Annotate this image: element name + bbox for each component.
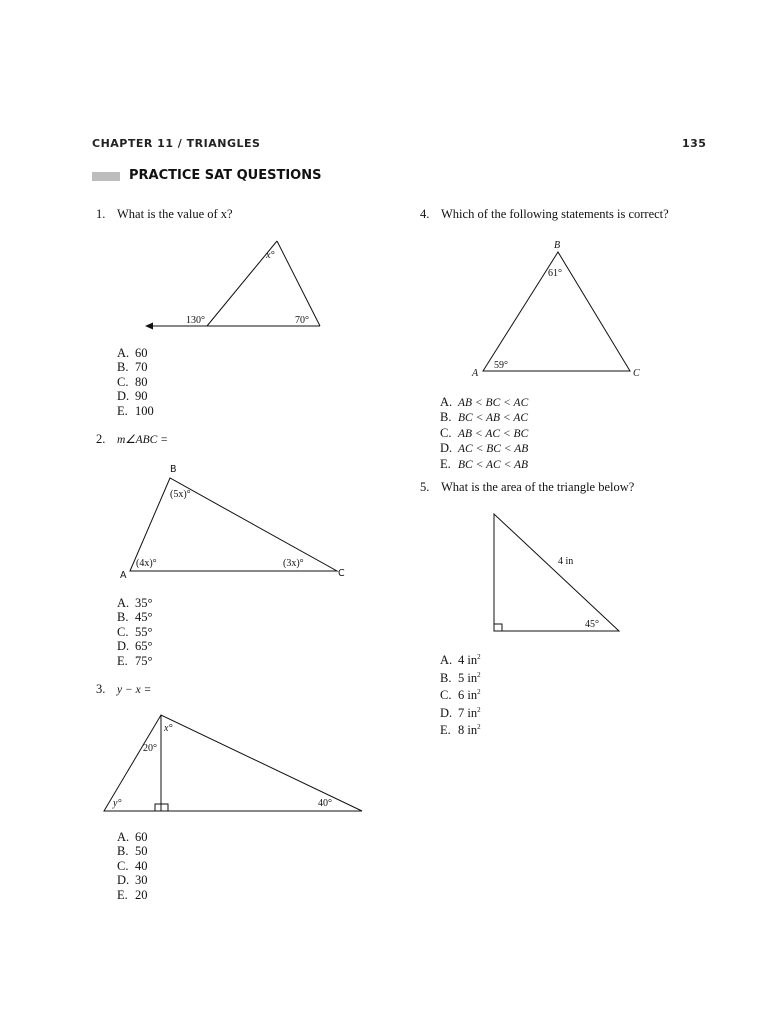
hypotenuse-label: 4 in [558, 556, 574, 567]
angle-label-5x: (5x)° [170, 489, 191, 500]
question-5-options [440, 650, 481, 738]
answer-option[interactable]: E. 8 $in^2$ [440, 723, 481, 738]
question-number: 1. [96, 207, 106, 221]
vertex-label-c: C [338, 568, 345, 579]
answer-option[interactable]: D. AC < BC < AB [440, 441, 529, 456]
section-title: PRACTICE SAT QUESTIONS [129, 168, 322, 183]
answer-option[interactable]: B. 45° [117, 610, 153, 625]
page-number: 135 [682, 137, 707, 150]
answer-option[interactable]: C. 80 [117, 374, 148, 389]
answer-option[interactable]: A. 4 $in^2$ [440, 653, 481, 668]
question-number: 2. [96, 432, 106, 446]
answer-option[interactable]: C. 40 [117, 858, 148, 873]
angle-label-x: x° [164, 723, 173, 734]
answer-option[interactable]: D. 65° [117, 639, 153, 654]
question-number: 3. [96, 682, 106, 696]
question-prompt: What is the value of x? [117, 207, 233, 221]
angle-label-y: y° [113, 798, 122, 809]
angle-label-45: 45° [585, 619, 599, 630]
angle-label-70: 70° [295, 315, 309, 326]
question-number: 5. [420, 480, 430, 494]
angle-label-61: 61° [548, 268, 562, 279]
answer-option[interactable]: A. 60 [117, 346, 148, 360]
vertex-label-b: B [170, 464, 177, 475]
answer-option[interactable]: A. 60 [117, 830, 148, 844]
answer-option[interactable]: B. 5 $in^2$ [440, 670, 481, 685]
angle-label-40: 40° [318, 798, 332, 809]
angle-label-4x: (4x)° [136, 558, 157, 569]
vertex-label-b: B [554, 240, 561, 251]
question-number: 4. [420, 207, 430, 221]
answer-option[interactable]: D. 7 $in^2$ [440, 705, 481, 720]
answer-option[interactable]: B. 70 [117, 360, 148, 375]
question-prompt: What is the area of the triangle below? [441, 480, 635, 494]
angle-label-20: 20° [143, 743, 157, 754]
angle-label-x: x° [266, 250, 275, 261]
question-prompt: Which of the following statements is correct? [441, 207, 669, 221]
answer-option[interactable]: E. BC < AC < AB [440, 456, 529, 471]
angle-label-59: 59° [494, 360, 508, 371]
vertex-label-a: A [120, 570, 127, 581]
answer-option[interactable]: E. 100 [117, 403, 154, 418]
question-prompt: m∠ABC = [117, 434, 168, 446]
answer-option[interactable]: B. BC < AB < AC [440, 410, 529, 425]
answer-option[interactable]: A. AB < BC < AC [440, 395, 529, 409]
vertex-label-c: C [633, 368, 640, 379]
vertex-label-a: A [472, 368, 479, 379]
answer-option[interactable]: D. 30 [117, 873, 148, 888]
question-prompt: y − x = [117, 684, 152, 696]
answer-option[interactable]: C. AB < AC < BC [440, 425, 529, 440]
right-angle-marker [494, 624, 502, 631]
angle-label-130: 130° [186, 315, 205, 326]
chapter-heading: CHAPTER 11 / TRIANGLES [92, 137, 261, 150]
answer-option[interactable]: C. 6 $in^2$ [440, 688, 481, 703]
answer-option[interactable]: E. 20 [117, 887, 148, 902]
answer-option[interactable]: D. 90 [117, 389, 148, 404]
angle-label-3x: (3x)° [283, 558, 304, 569]
answer-option[interactable]: B. 50 [117, 844, 148, 859]
right-triangle [494, 514, 619, 631]
answer-option[interactable]: E. 75° [117, 653, 153, 668]
answer-option[interactable]: A. 35° [117, 596, 153, 610]
answer-option[interactable]: C. 55° [117, 624, 153, 639]
